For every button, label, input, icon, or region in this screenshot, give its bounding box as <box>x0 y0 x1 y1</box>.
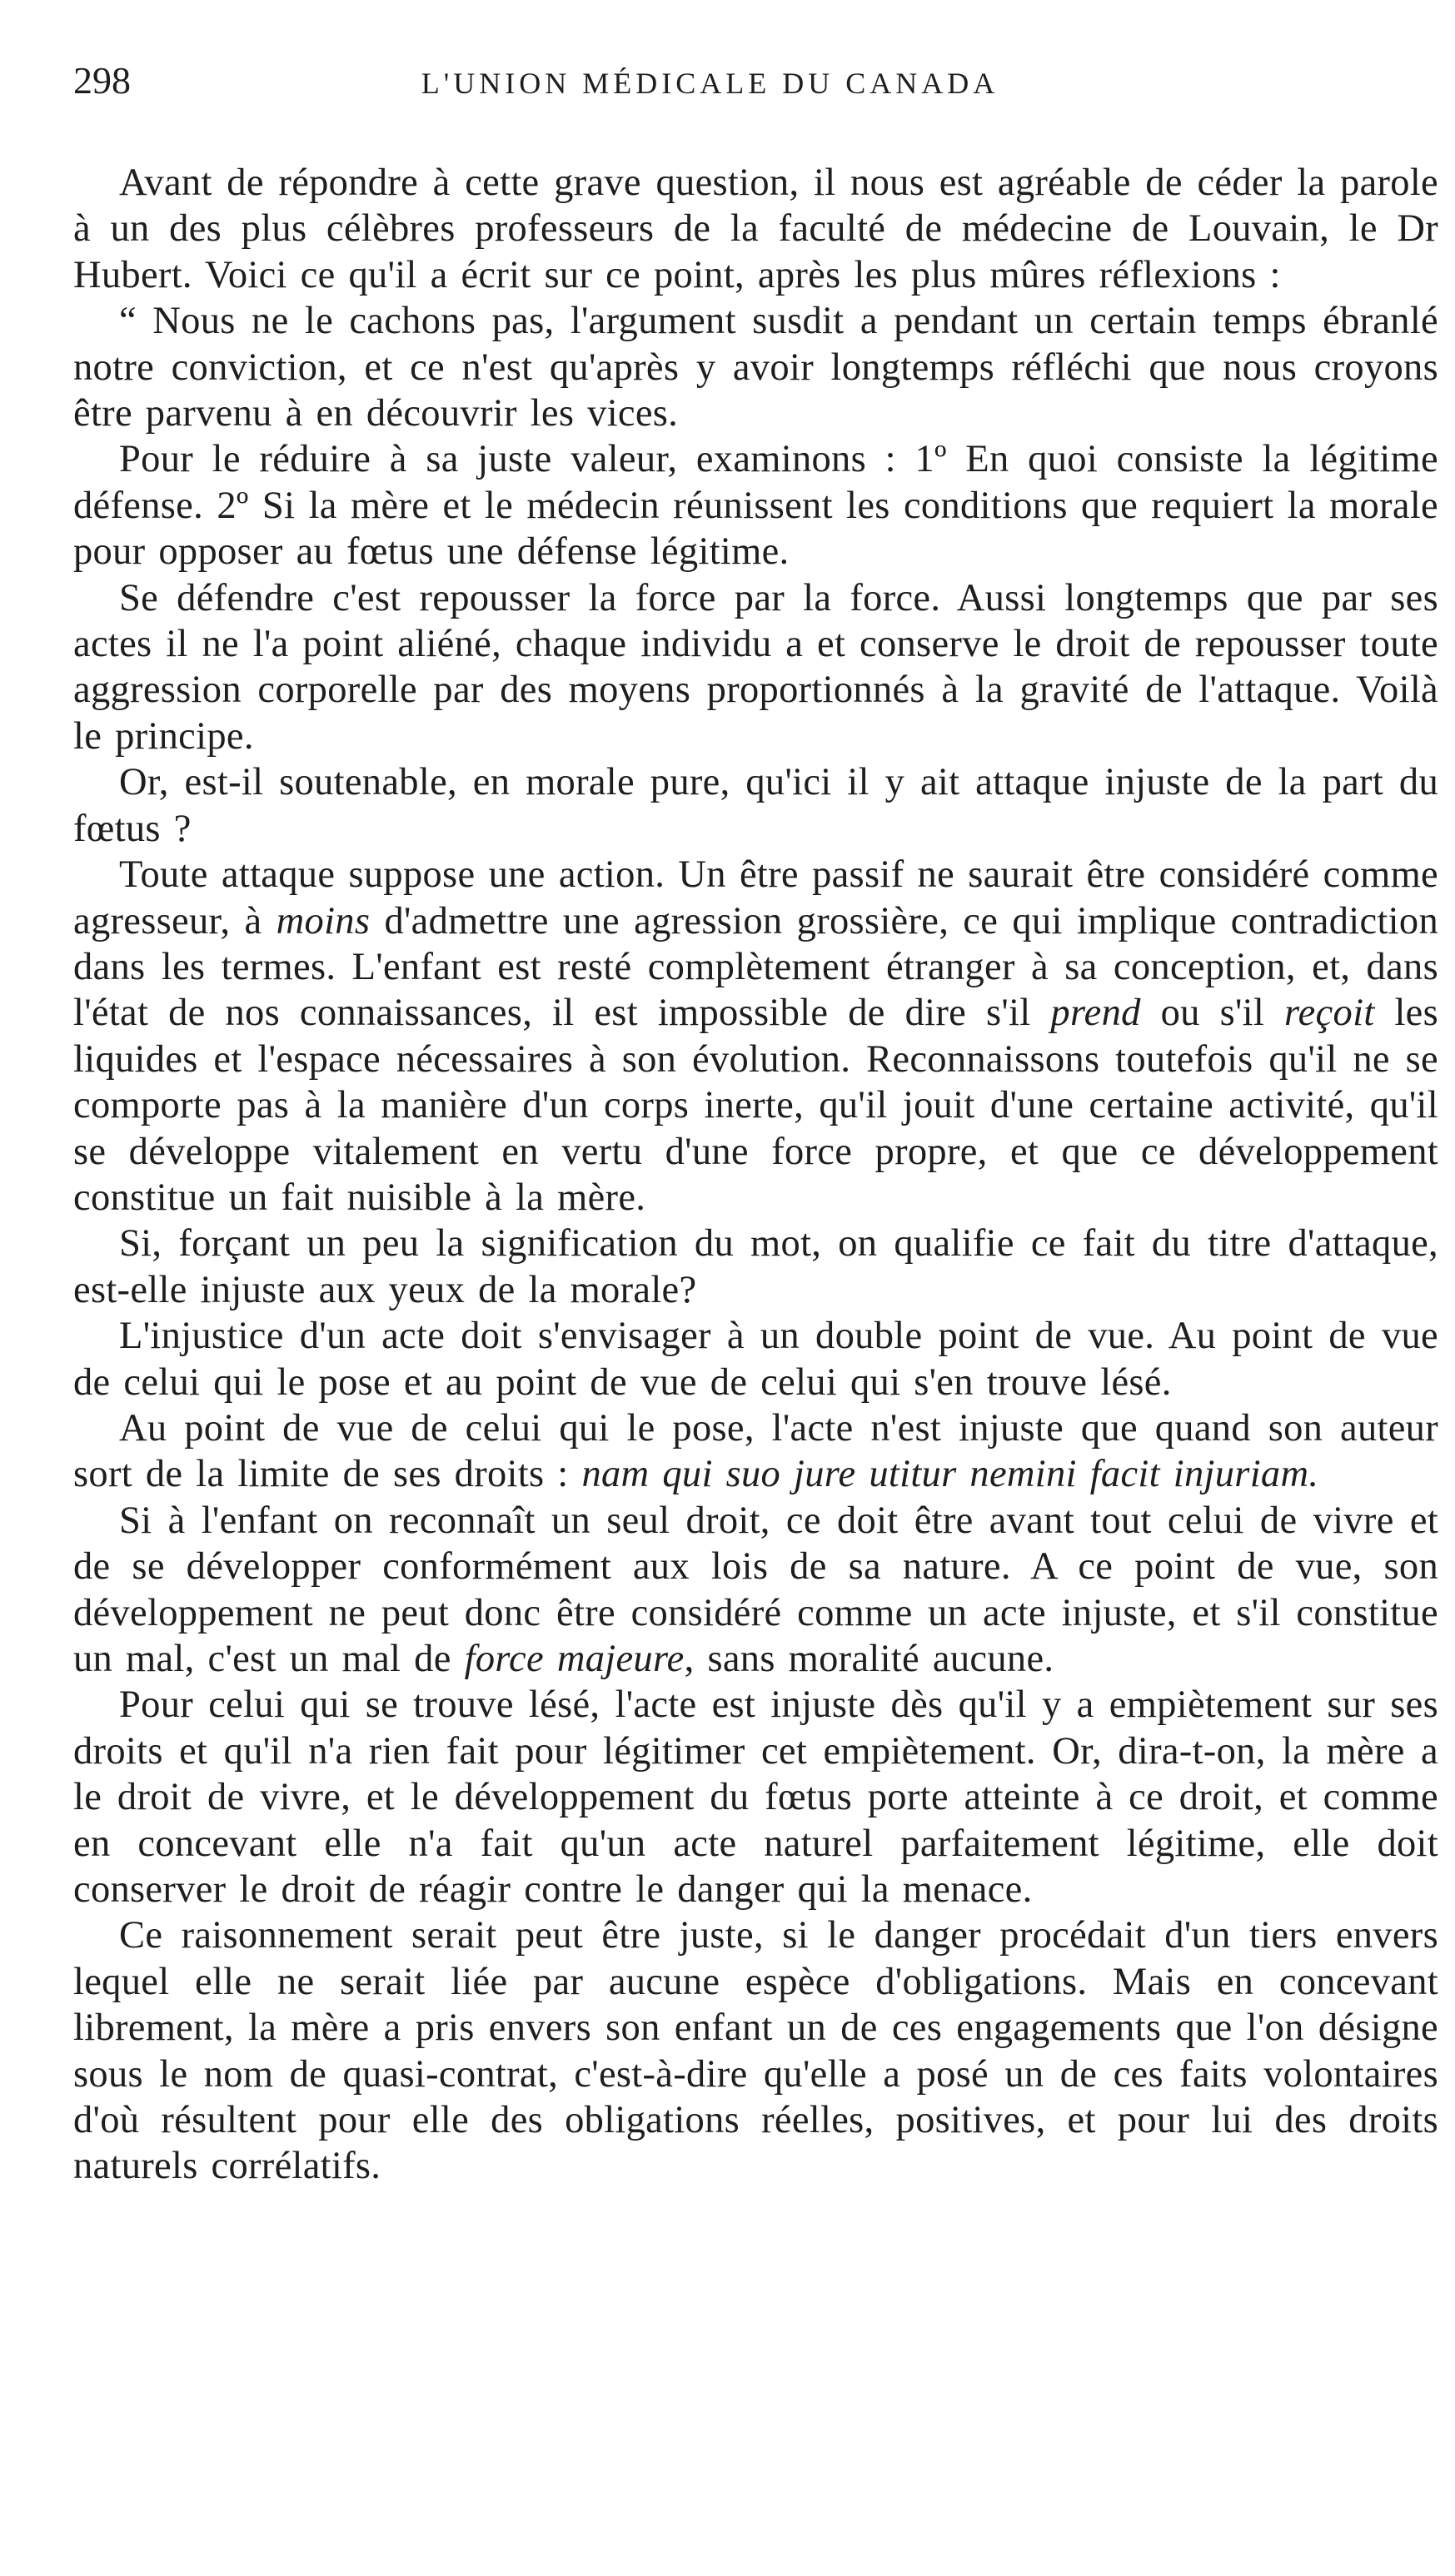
paragraph <box>73 160 1438 298</box>
page-header: 298 L'UNION MÉDICALE DU CANADA <box>73 58 1438 108</box>
text-segment: d'admettre une agression grossière, ce qui implique contradiction dans les termes. L'enfant est resté complètement étranger à sa conception, et, dans l'état de nos connaissances, il est impossible de dire s'il <box>73 899 1438 1035</box>
text-segment: Avant de répondre à cette grave question, il nous est agréable de céder la parole à un des plus célèbres professeurs de la faculté de médecine de Louvain, le Dr Hubert. Voici ce qu'il a écrit sur ce point, après les plus mûres réflexions : <box>73 162 1438 296</box>
paragraph <box>73 575 1438 760</box>
text-segment: Pour celui qui se trouve lésé, l'acte est injuste dès qu'il y a empiètement sur ses droits et qu'il n'a rien fait pour légitimer cet empiètement. Or, dira-t-on, la mère a le droit de vivre, et le développement du fœtus porte atteinte à ce droit, et comme en concevant elle n'a fait qu'un acte naturel parfaitement légitime, elle doit conserver le droit de réagir contre le danger qui la menace. <box>73 1683 1438 1912</box>
paragraph <box>73 852 1438 1221</box>
text-segment: Si à l'enfant on reconnaît un seul droit, ce doit être avant tout celui de vivre et de se développer conformément aux lois de sa nature. A ce point de vue, son développement ne peut donc être considéré comme un acte injuste, et s'il constitue un mal, c'est un mal de <box>73 1499 1438 1680</box>
text-segment: les liquides et l'espace nécessaires à son évolution. Reconnaissons toutefois qu'il ne se comporte pas à la manière d'un corps inerte, qu'il jouit d'une certaine activité, qu'il se développe vitalement en vertu d'une force propre, et que ce développement constitue un fait nuisible à la mère. <box>73 992 1439 1219</box>
italic-text: reçoit <box>1284 992 1375 1035</box>
text-segment: Se défendre c'est repousser la force par la force. Aussi longtemps que par ses actes il ne l'a point aliéné, chaque individu a et conserve le droit de repousser toute aggression corporelle par des moyens proportionnés à la gravité de l'attaque. Voilà le principe. <box>73 576 1438 758</box>
text-segment: L'injustice d'un acte doit s'envisager à un double point de vue. Au point de vue de celui qui le pose et au point de vue de celui qui s'en trouve lésé. <box>73 1315 1438 1404</box>
text-segment: ou s'il <box>1140 992 1284 1035</box>
italic-text: nam qui suo jure utitur nemini facit injuriam. <box>581 1453 1319 1496</box>
paragraph <box>73 436 1438 574</box>
text-segment: Pour le réduire à sa juste valeur, examinons : 1º En quoi consiste la légitime défense. 2º Si la mère et le médecin réunissent les conditions que requiert la morale pour opposer au fœtus une défense légitime. <box>73 438 1438 574</box>
paragraph <box>73 1221 1438 1313</box>
italic-text: force majeure <box>464 1638 685 1680</box>
text-segment: Toute attaque suppose une action. Un être passif ne saurait être considéré comme agresseur, à <box>73 853 1438 942</box>
paragraph <box>73 1498 1438 1683</box>
body-text <box>73 160 1438 2190</box>
paragraph <box>73 1682 1438 1912</box>
italic-text: prend <box>1050 992 1141 1035</box>
text-segment: , sans moralité aucune. <box>684 1638 1054 1680</box>
paragraph <box>73 1405 1438 1498</box>
paragraph <box>73 759 1438 852</box>
italic-text: moins <box>276 899 371 942</box>
running-title: L'UNION MÉDICALE DU CANADA <box>421 67 999 100</box>
text-segment: Si, forçant un peu la signification du mot, on qualifie ce fait du titre d'attaque, est-elle injuste aux yeux de la morale? <box>73 1222 1438 1311</box>
paragraph <box>73 1912 1438 2189</box>
text-segment: Or, est-il soutenable, en morale pure, qu'ici il y ait attaque injuste de la part du fœtus ? <box>73 761 1438 850</box>
text-segment: Ce raisonnement serait peut être juste, si le danger procédait d'un tiers envers lequel elle ne serait liée par aucune espèce d'obligations. Mais en concevant librement, la mère a pris envers son enfant un de ces engagements que l'on désigne sous le nom de quasi-contrat, c'est-à-dire qu'elle a posé un de ces faits volontaires d'où résultent pour elle des obligations réelles, positives, et pour lui des droits naturels corrélatifs. <box>73 1914 1438 2188</box>
text-segment: Au point de vue de celui qui le pose, l'acte n'est injuste que quand son auteur sort de la limite de ses droits : <box>73 1406 1438 1496</box>
text-segment: “ Nous ne le cachons pas, l'argument susdit a pendant un certain temps ébranlé notre conviction, et ce n'est qu'après y avoir longtemps réfléchi que nous croyons être parvenu à en découvrir les vices. <box>73 300 1438 435</box>
paragraph <box>73 298 1438 436</box>
paragraph <box>73 1313 1438 1405</box>
